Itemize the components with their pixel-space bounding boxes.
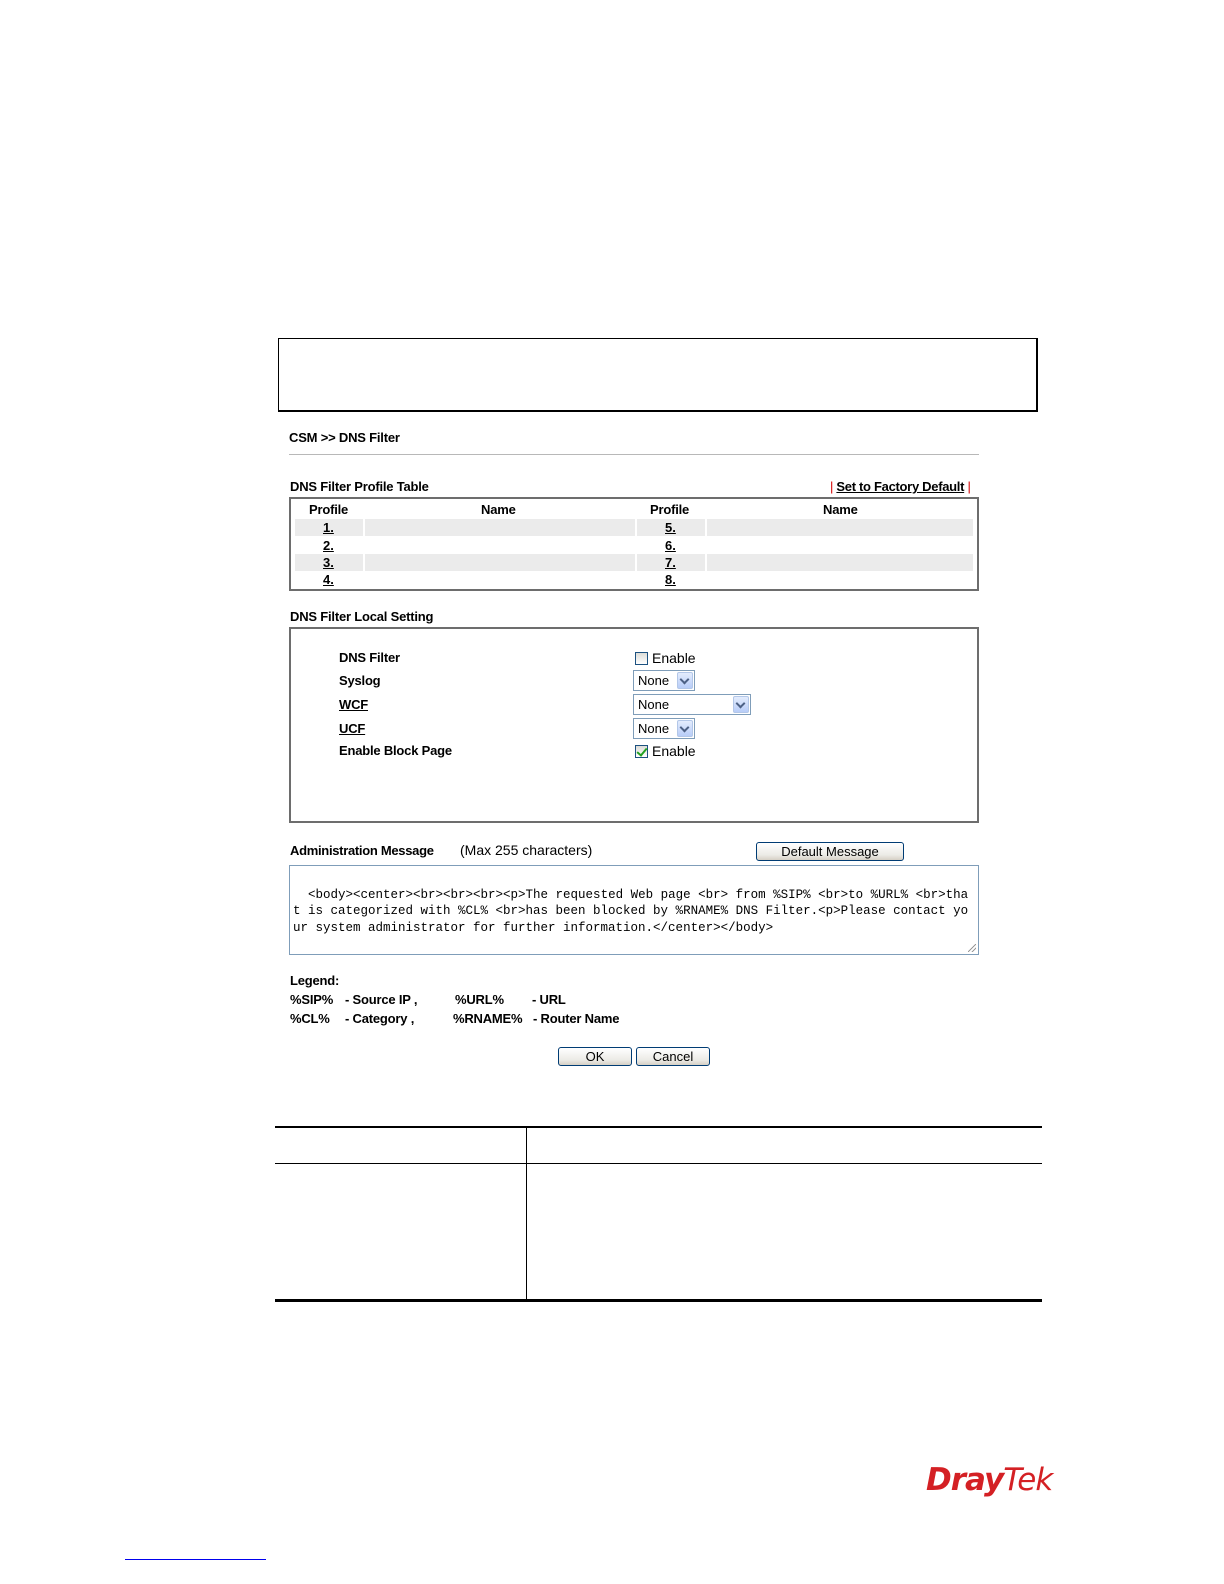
header-name-left: Name bbox=[481, 502, 516, 517]
local-setting-panel bbox=[289, 627, 979, 823]
ucf-select[interactable] bbox=[633, 718, 695, 739]
legend-url-desc: - URL bbox=[532, 992, 566, 1007]
chevron-down-icon bbox=[733, 696, 749, 713]
profile-link-6[interactable]: 6. bbox=[665, 538, 676, 553]
legend-title: Legend: bbox=[290, 973, 340, 988]
header-profile-left: Profile bbox=[309, 502, 349, 517]
factory-default-link-wrap bbox=[830, 479, 971, 494]
draytek-logo bbox=[926, 1462, 1052, 1498]
table-column-divider bbox=[526, 1127, 527, 1299]
dns-filter-checkbox[interactable] bbox=[635, 652, 648, 665]
breadcrumb: CSM >> DNS Filter bbox=[289, 430, 400, 445]
header-profile-right: Profile bbox=[650, 502, 690, 517]
profile-link-1[interactable]: 1. bbox=[323, 520, 334, 535]
dns-filter-enable-label: Enable bbox=[652, 650, 696, 666]
admin-message-textarea[interactable] bbox=[289, 865, 979, 955]
table-header-rule bbox=[275, 1163, 1042, 1164]
legend-url-key: %URL% bbox=[455, 992, 504, 1007]
footer-rule bbox=[125, 1559, 266, 1560]
resize-grip-icon[interactable] bbox=[968, 944, 976, 952]
wcf-link[interactable]: WCF bbox=[339, 697, 368, 712]
ucf-value: None bbox=[638, 721, 670, 736]
header-name-right: Name bbox=[823, 502, 858, 517]
description-table bbox=[275, 1126, 1042, 1302]
wcf-value: None bbox=[638, 697, 670, 712]
admin-message-hint: (Max 255 characters) bbox=[460, 842, 593, 858]
block-page-checkbox[interactable] bbox=[635, 745, 648, 758]
profile-link-8[interactable]: 8. bbox=[665, 572, 676, 587]
table-row bbox=[295, 554, 973, 571]
separator: | bbox=[967, 479, 971, 494]
set-factory-default-link[interactable]: Set to Factory Default bbox=[836, 479, 965, 494]
block-page-enable-label: Enable bbox=[652, 743, 696, 759]
syslog-value: None bbox=[638, 673, 670, 688]
legend-cl-desc: - Category , bbox=[345, 1011, 415, 1026]
logo-dray: Dray bbox=[926, 1462, 1004, 1498]
breadcrumb-divider bbox=[289, 454, 979, 455]
profile-link-4[interactable]: 4. bbox=[323, 572, 334, 587]
legend-rname-desc: - Router Name bbox=[533, 1011, 620, 1026]
syslog-label: Syslog bbox=[339, 673, 381, 688]
profile-link-7[interactable]: 7. bbox=[665, 555, 676, 570]
legend-sip-key: %SIP% bbox=[290, 992, 334, 1007]
chevron-down-icon bbox=[677, 720, 693, 737]
chevron-down-icon bbox=[677, 672, 693, 689]
default-message-button[interactable]: Default Message bbox=[756, 842, 904, 861]
local-setting-title: DNS Filter Local Setting bbox=[290, 609, 434, 624]
table-row bbox=[295, 537, 973, 554]
separator: | bbox=[830, 479, 834, 494]
profile-link-5[interactable]: 5. bbox=[665, 520, 676, 535]
table-bottom-rule bbox=[275, 1299, 1042, 1302]
wcf-select[interactable] bbox=[633, 694, 751, 715]
admin-message-label: Administration Message bbox=[290, 843, 434, 858]
cancel-button[interactable]: Cancel bbox=[636, 1047, 710, 1066]
table-top-rule bbox=[275, 1126, 1042, 1128]
profile-table-title: DNS Filter Profile Table bbox=[290, 479, 429, 494]
table-row bbox=[295, 519, 973, 536]
logo-tek: Tek bbox=[1003, 1462, 1053, 1498]
dns-filter-label: DNS Filter bbox=[339, 650, 400, 665]
profile-table bbox=[289, 497, 979, 591]
profile-link-2[interactable]: 2. bbox=[323, 538, 334, 553]
table-row bbox=[295, 571, 973, 588]
note-box bbox=[278, 338, 1038, 412]
syslog-select[interactable] bbox=[633, 670, 695, 691]
profile-link-3[interactable]: 3. bbox=[323, 555, 334, 570]
admin-message-text: <body><center><br><br><br><p>The requested Web page <br> from %SIP% <br>to %URL% <br>that is categorized with %CL% <br>has been blocked by %RNAME% DNS Filter.<p>Please contact your system administrator for further information.</center></body> bbox=[293, 887, 969, 935]
ok-button[interactable]: OK bbox=[558, 1047, 632, 1066]
block-page-label: Enable Block Page bbox=[339, 743, 452, 758]
legend-cl-key: %CL% bbox=[290, 1011, 330, 1026]
legend-sip-desc: - Source IP , bbox=[345, 992, 418, 1007]
ucf-link[interactable]: UCF bbox=[339, 721, 366, 736]
legend-rname-key: %RNAME% bbox=[453, 1011, 523, 1026]
